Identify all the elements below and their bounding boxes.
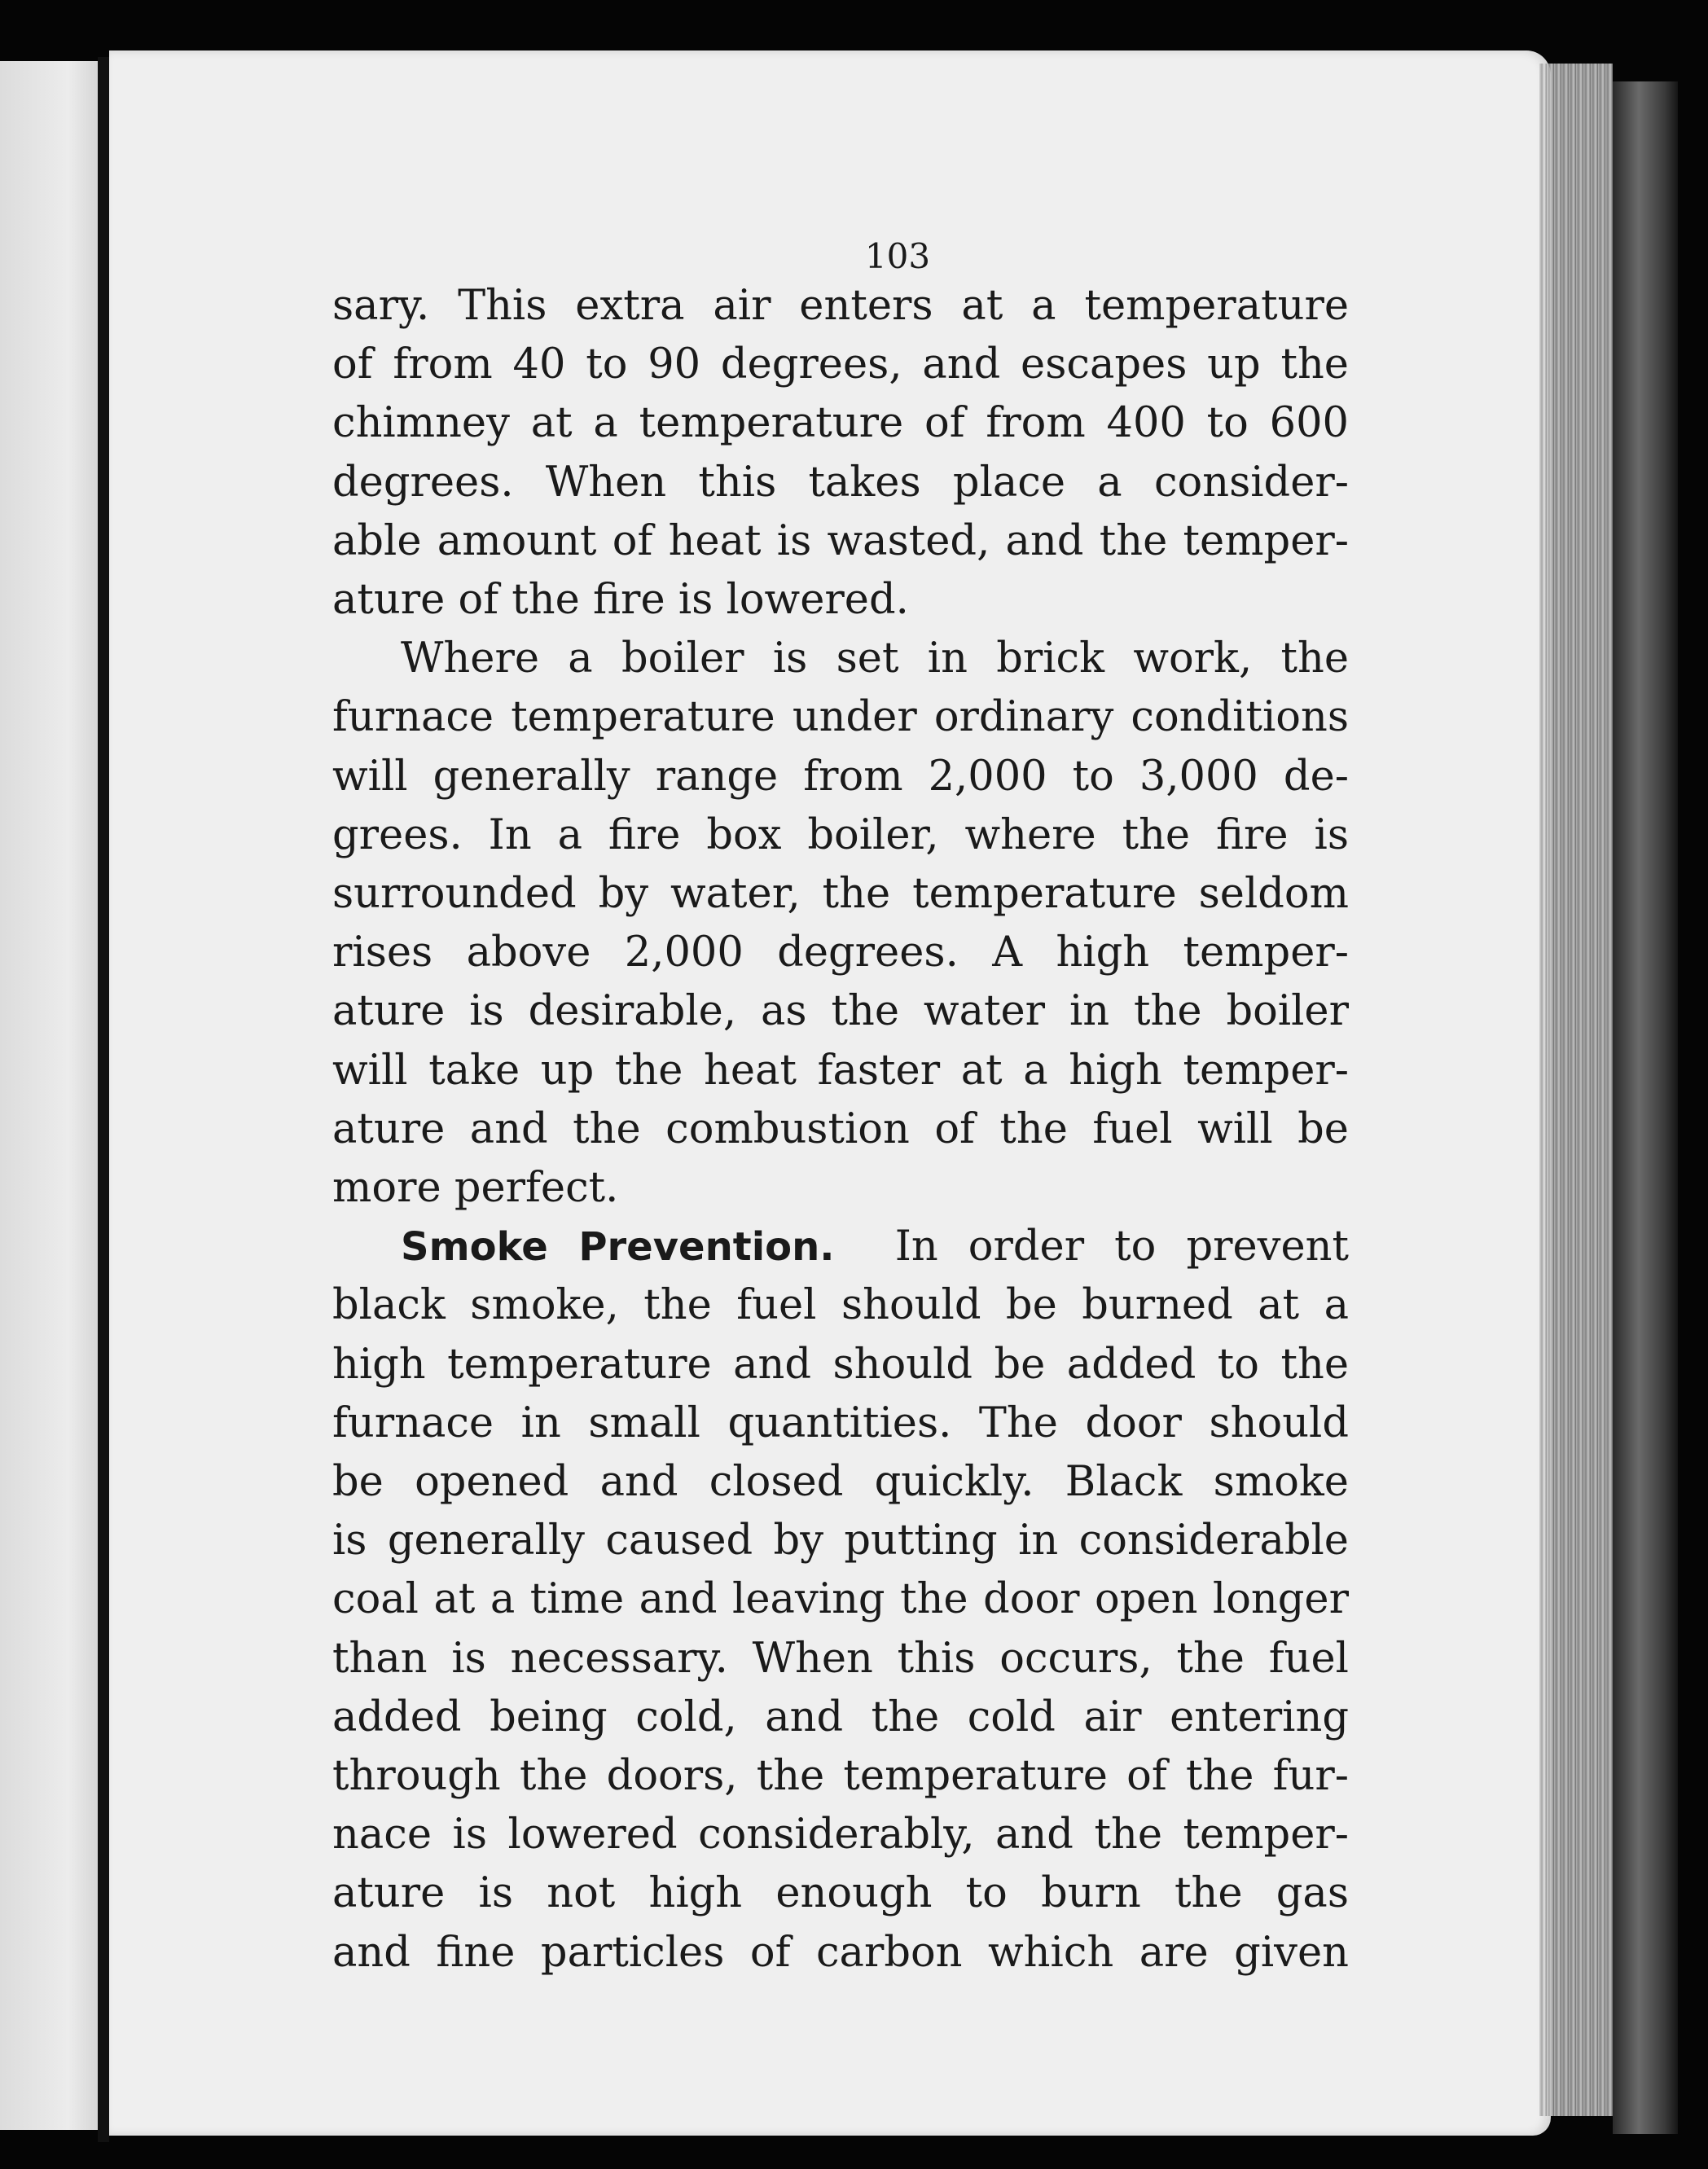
text-line: than is necessary. When this occurs, the fuel [332, 1634, 1349, 1683]
page-text [332, 236, 1349, 1982]
text-line [332, 1218, 1349, 1276]
text-line: furnace temperature under ordinary conditions [332, 693, 1349, 742]
page-stack-edge [1539, 64, 1613, 2116]
text-line: degrees. When this takes place a consider- [332, 458, 1349, 507]
text-line: added being cold, and the cold air entering [332, 1693, 1349, 1741]
text-line: is generally caused by putting in considerable [332, 1517, 1349, 1565]
text-line: ature and the combustion of the fuel will be [332, 1104, 1349, 1153]
text-line: and fine particles of carbon which are given [332, 1928, 1349, 1977]
text-line: furnace in small quantities. The door should [332, 1398, 1349, 1447]
text-line: surrounded by water, the temperature seldom [332, 870, 1349, 919]
text-line: will take up the heat faster at a high temper- [332, 1046, 1349, 1095]
text-line: black smoke, the fuel should be burned at a [332, 1281, 1349, 1330]
section-heading: Smoke Prevention. [401, 1224, 835, 1271]
paragraph-2 [332, 630, 1349, 1218]
text-line: rises above 2,000 degrees. A high temper- [332, 929, 1349, 977]
paragraph-1 [332, 277, 1349, 630]
text-line: nace is lowered considerably, and the temper- [332, 1811, 1349, 1859]
text-line: chimney at a temperature of from 400 to 600 [332, 399, 1349, 448]
text-line: more perfect. [332, 1164, 619, 1213]
text-line: ature is desirable, as the water in the boiler [332, 987, 1349, 1036]
text-line: will generally range from 2,000 to 3,000 de- [332, 752, 1349, 801]
facing-page-edge [0, 61, 98, 2130]
text-line: sary. This extra air enters at a temperature [332, 282, 1349, 330]
book-gutter [98, 57, 109, 2142]
text-line: be opened and closed quickly. Black smoke [332, 1458, 1349, 1507]
text-line: ature of the fire is lowered. [332, 576, 909, 625]
paragraph-3 [332, 1218, 1349, 1982]
book-cover-edge [1613, 81, 1678, 2134]
text-line: high temperature and should be added to the [332, 1340, 1349, 1389]
page-number: 103 [864, 236, 931, 276]
text-line: ature is not high enough to burn the gas [332, 1869, 1349, 1918]
text-line: able amount of heat is wasted, and the temper- [332, 516, 1349, 565]
text-line: coal at a time and leaving the door open longer [332, 1575, 1349, 1624]
text-line: of from 40 to 90 degrees, and escapes up the [332, 340, 1349, 389]
text-line: grees. In a fire box boiler, where the fire is [332, 810, 1349, 859]
text-fragment: In order to prevent [894, 1223, 1349, 1271]
text-line: Where a boiler is set in brick work, the [401, 634, 1349, 683]
text-line: through the doors, the temperature of the fur- [332, 1752, 1349, 1801]
